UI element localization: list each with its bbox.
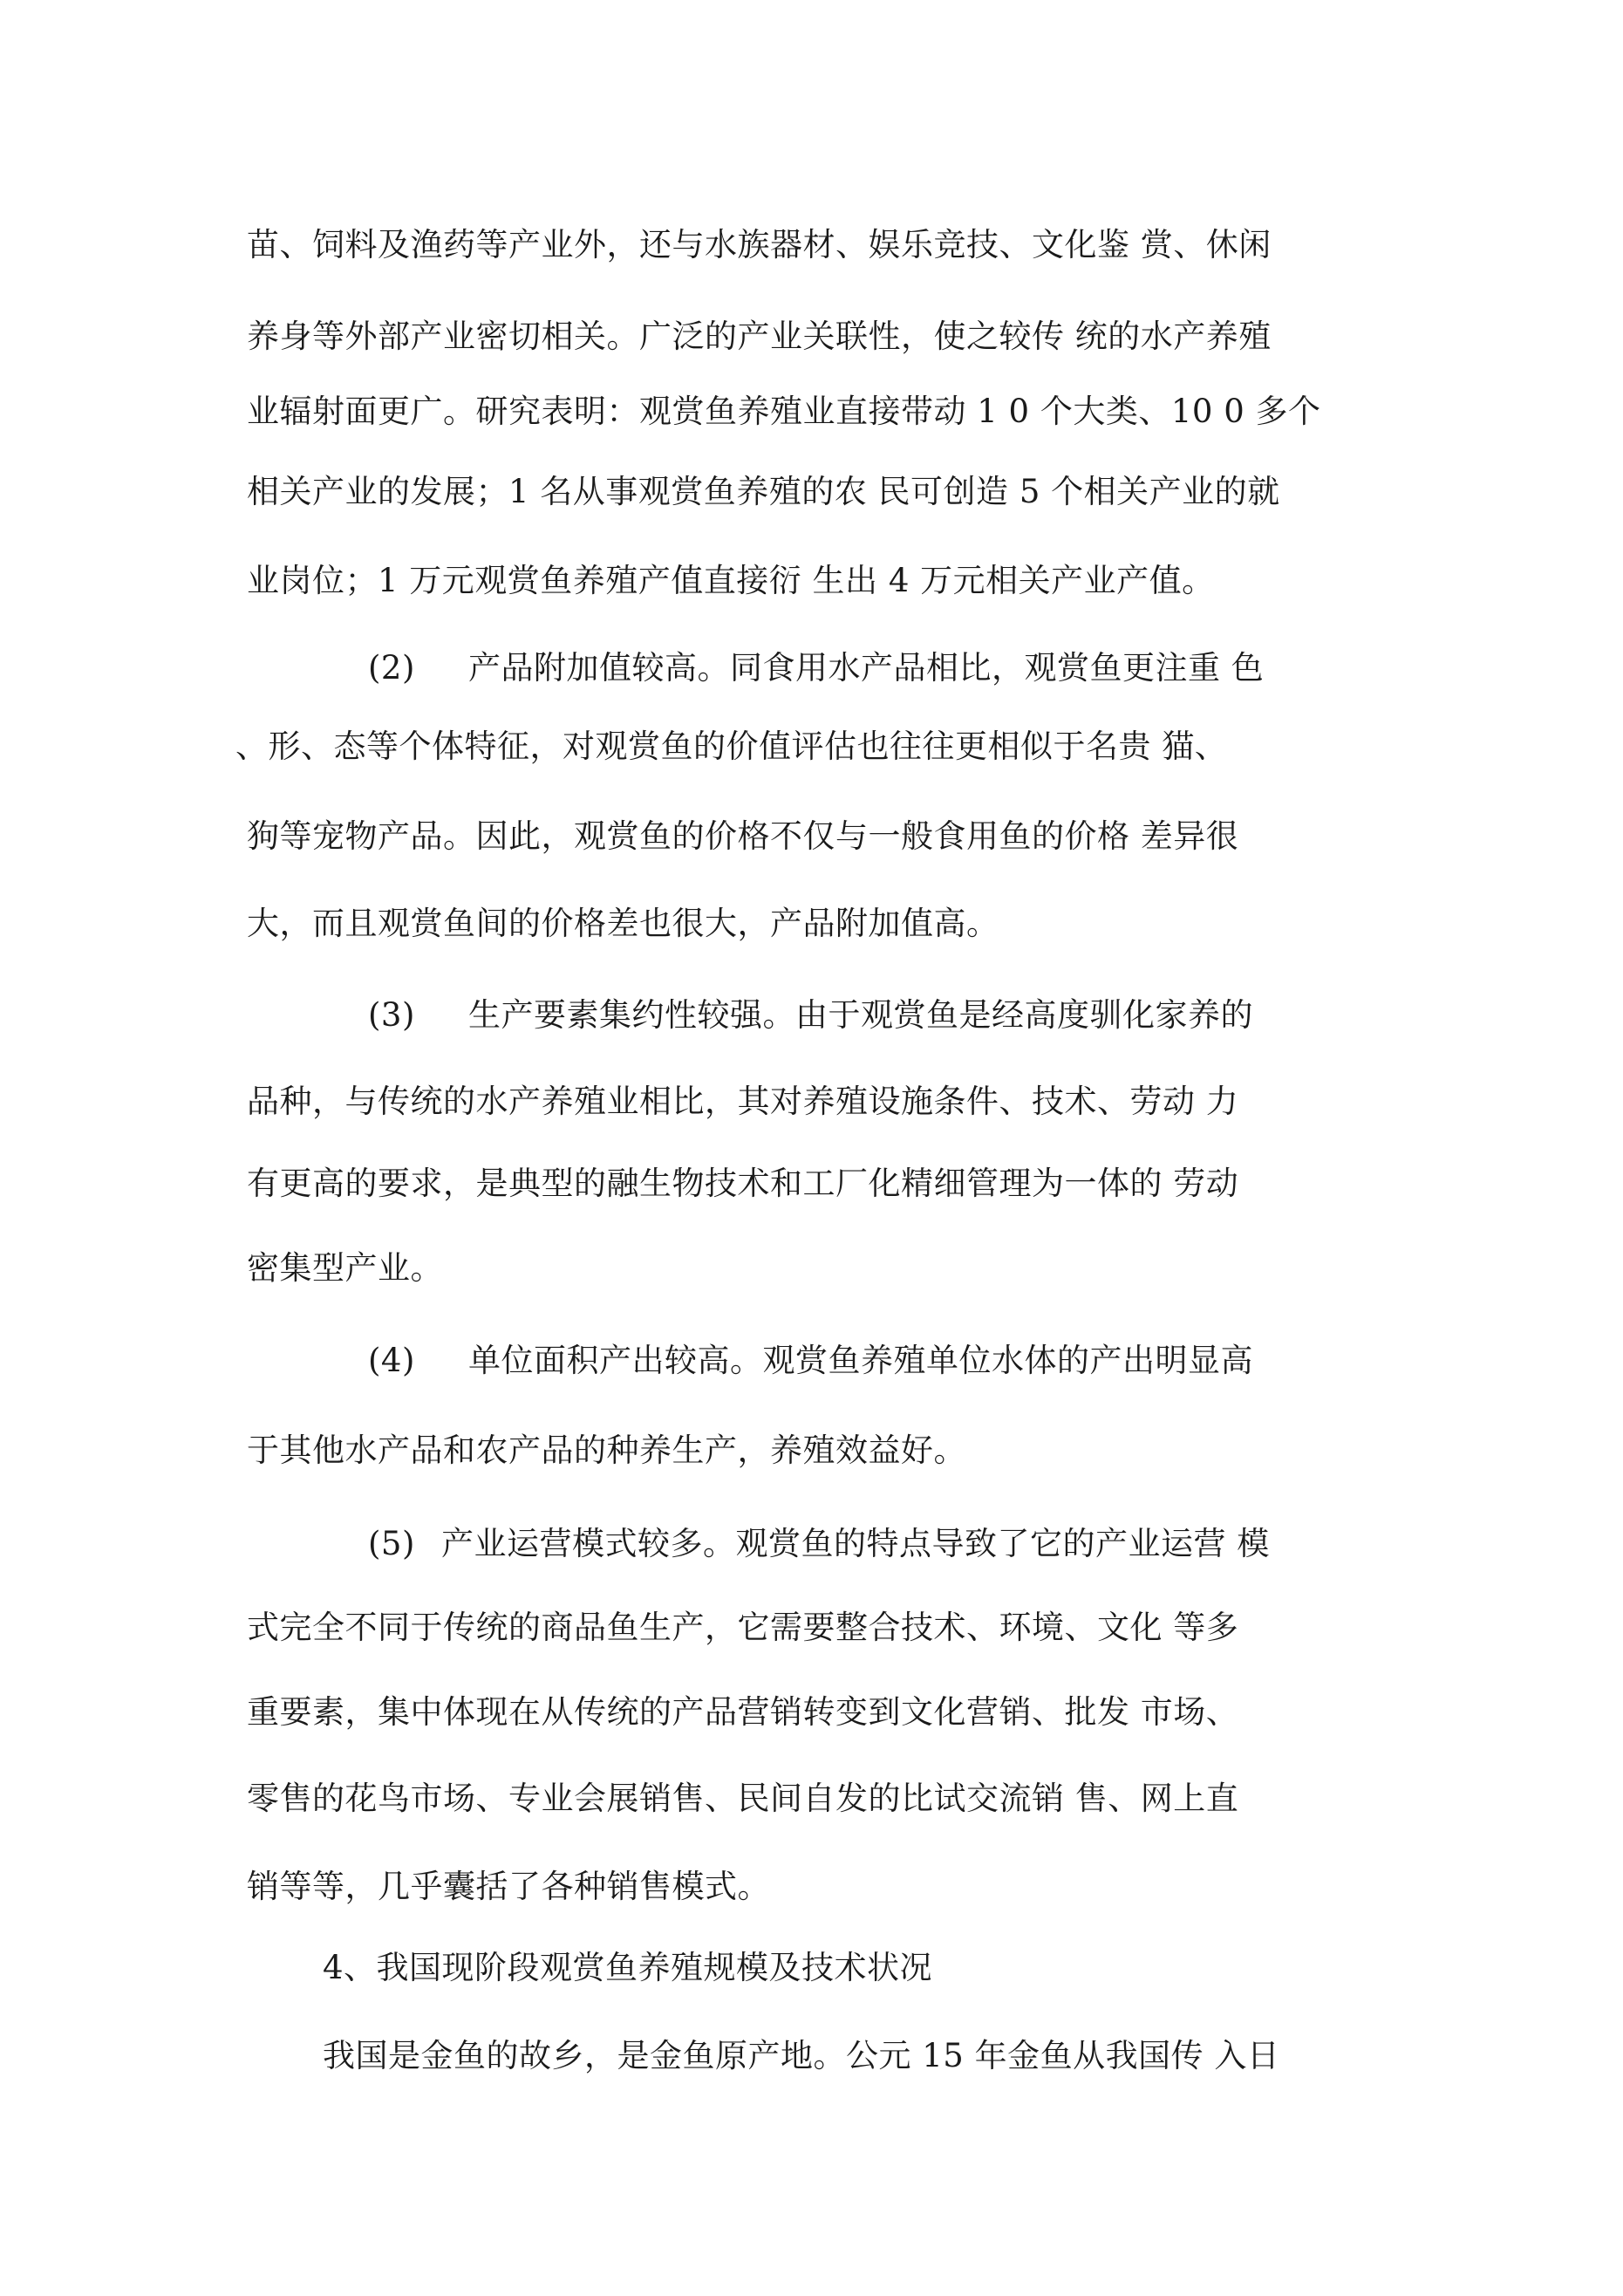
text-line: 我国是金鱼的故乡，是金鱼原产地。公元 15 年金鱼从我国传 入日 <box>323 2037 1280 2074</box>
text-line: 业辐射面更广。研究表明：观赏鱼养殖业直接带动 1 0 个大类、10 0 多个 <box>247 393 1321 430</box>
list-item-3: (3) 生产要素集约性较强。由于观赏鱼是经高度驯化家养的 <box>368 996 1253 1034</box>
text-line: 密集型产业。 <box>247 1249 443 1287</box>
text-line: 于其他水产品和农产品的种养生产，养殖效益好。 <box>247 1432 966 1469</box>
item-number: (3) <box>368 996 415 1034</box>
text-line: 苗、饲料及渔药等产业外，还与水族器材、娱乐竞技、文化鉴 赏、休闲 <box>247 226 1272 263</box>
item-number: (4) <box>368 1342 415 1379</box>
text-line: 重要素，集中体现在从传统的产品营销转变到文化营销、批发 市场、 <box>247 1693 1239 1731</box>
text-line: 有更高的要求，是典型的融生物技术和工厂化精细管理为一体的 劳动 <box>247 1165 1239 1202</box>
list-item-2: (2) 产品附加值较高。同食用水产品相比，观赏鱼更注重 色 <box>368 649 1265 687</box>
text-line: 狗等宠物产品。因此，观赏鱼的价格不仅与一般食用鱼的价格 差异很 <box>247 817 1239 855</box>
text-line: 相关产业的发展；1 名从事观赏鱼养殖的农 民可创造 5 个相关产业的就 <box>247 473 1280 510</box>
list-item-4: (4) 单位面积产出较高。观赏鱼养殖单位水体的产出明显高 <box>368 1342 1253 1379</box>
item-number: (2) <box>368 649 415 687</box>
text-line: 销等等，几乎囊括了各种销售模式。 <box>247 1868 770 1905</box>
text-line: 式完全不同于传统的商品鱼生产，它需要整合技术、环境、文化 等多 <box>247 1609 1239 1646</box>
text-line: 养身等外部产业密切相关。广泛的产业关联性，使之较传 统的水产养殖 <box>247 318 1272 355</box>
section-heading: 4、我国现阶段观赏鱼养殖规模及技术状况 <box>323 1949 933 1986</box>
item-number: (5) <box>368 1525 415 1562</box>
text-line: 大，而且观赏鱼间的价格差也很大，产品附加值高。 <box>247 905 999 942</box>
text-line: 业岗位；1 万元观赏鱼养殖产值直接衍 生出 4 万元相关产业产值。 <box>247 562 1215 599</box>
text-line: 品种，与传统的水产养殖业相比，其对养殖设施条件、技术、劳动 力 <box>247 1083 1239 1120</box>
text-line: 零售的花鸟市场、专业会展销售、民间自发的比试交流销 售、网上直 <box>247 1780 1239 1817</box>
list-item-5: (5) 产业运营模式较多。观赏鱼的特点导致了它的产业运营 模 <box>368 1525 1270 1562</box>
text-line: 、形、态等个体特征，对观赏鱼的价值评估也往往更相似于名贵 猫、 <box>235 728 1228 765</box>
